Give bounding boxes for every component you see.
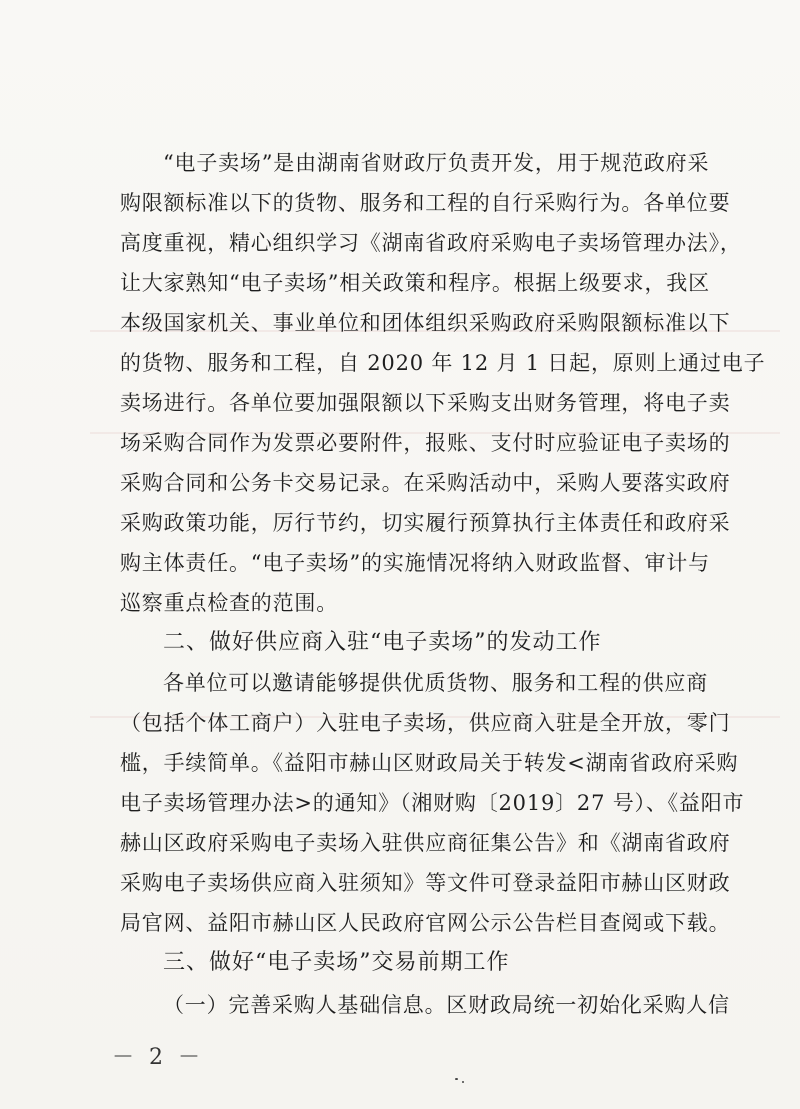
text-line: 采购电子卖场供应商入驻须知》等文件可登录益阳市赫山区财政 — [120, 871, 731, 895]
text-line: （包括个体工商户）入驻电子卖场，供应商入驻是全开放，零门 — [120, 711, 731, 735]
text-line: 电子卖场管理办法>的通知》（湘财购〔2019〕27 号）、《益阳市 — [120, 791, 745, 815]
text-line: 巡察重点检查的范围。 — [120, 591, 338, 615]
text-line: 局官网、益阳市赫山区人民政府官网公示公告栏目查阅或下载。 — [120, 911, 731, 935]
text-line: （一）完善采购人基础信息。区财政局统一初始化采购人信 — [163, 993, 730, 1017]
text-line: 场采购合同作为发票必要附件，报账、支付时应验证电子卖场的 — [120, 431, 731, 455]
text-line: 购主体责任。“电子卖场”的实施情况将纳入财政监督、审计与 — [120, 551, 710, 575]
section-heading-3: 三、做好“电子卖场”交易前期工作 — [163, 950, 510, 975]
scan-speck — [462, 1081, 464, 1083]
text-line: 高度重视，精心组织学习《湖南省政府采购电子卖场管理办法》， — [120, 231, 742, 255]
text-line: 槛，手续简单。《益阳市赫山区财政局关于转发<湖南省政府采购 — [120, 751, 739, 775]
scan-speck — [455, 1078, 458, 1080]
text-line: 各单位可以邀请能够提供优质货物、服务和工程的供应商 — [163, 671, 708, 695]
text-line: 采购合同和公务卡交易记录。在采购活动中，采购人要落实政府 — [120, 471, 731, 495]
text-line: 卖场进行。各单位要加强限额以下采购支出财务管理，将电子卖 — [120, 391, 731, 415]
page-number: － 2 － — [112, 1045, 204, 1070]
text-line: “电子卖场”是由湖南省财政厅负责开发，用于规范政府采 — [163, 151, 710, 175]
text-line: 购限额标准以下的货物、服务和工程的自行采购行为。各单位要 — [120, 191, 731, 215]
text-line: 让大家熟知“电子卖场”相关政策和程序。根据上级要求，我区 — [120, 271, 710, 295]
text-line: 采购政策功能，厉行节约，切实履行预算执行主体责任和政府采 — [120, 511, 731, 535]
section-heading-2: 二、做好供应商入驻“电子卖场”的发动工作 — [163, 630, 602, 655]
text-line: 赫山区政府采购电子卖场入驻供应商征集公告》和《湖南省政府 — [120, 831, 731, 855]
text-line: 本级国家机关、事业单位和团体组织采购政府采购限额标准以下 — [120, 311, 731, 335]
text-line: 的货物、服务和工程，自 2020 年 12 月 1 日起，原则上通过电子 — [120, 351, 766, 375]
